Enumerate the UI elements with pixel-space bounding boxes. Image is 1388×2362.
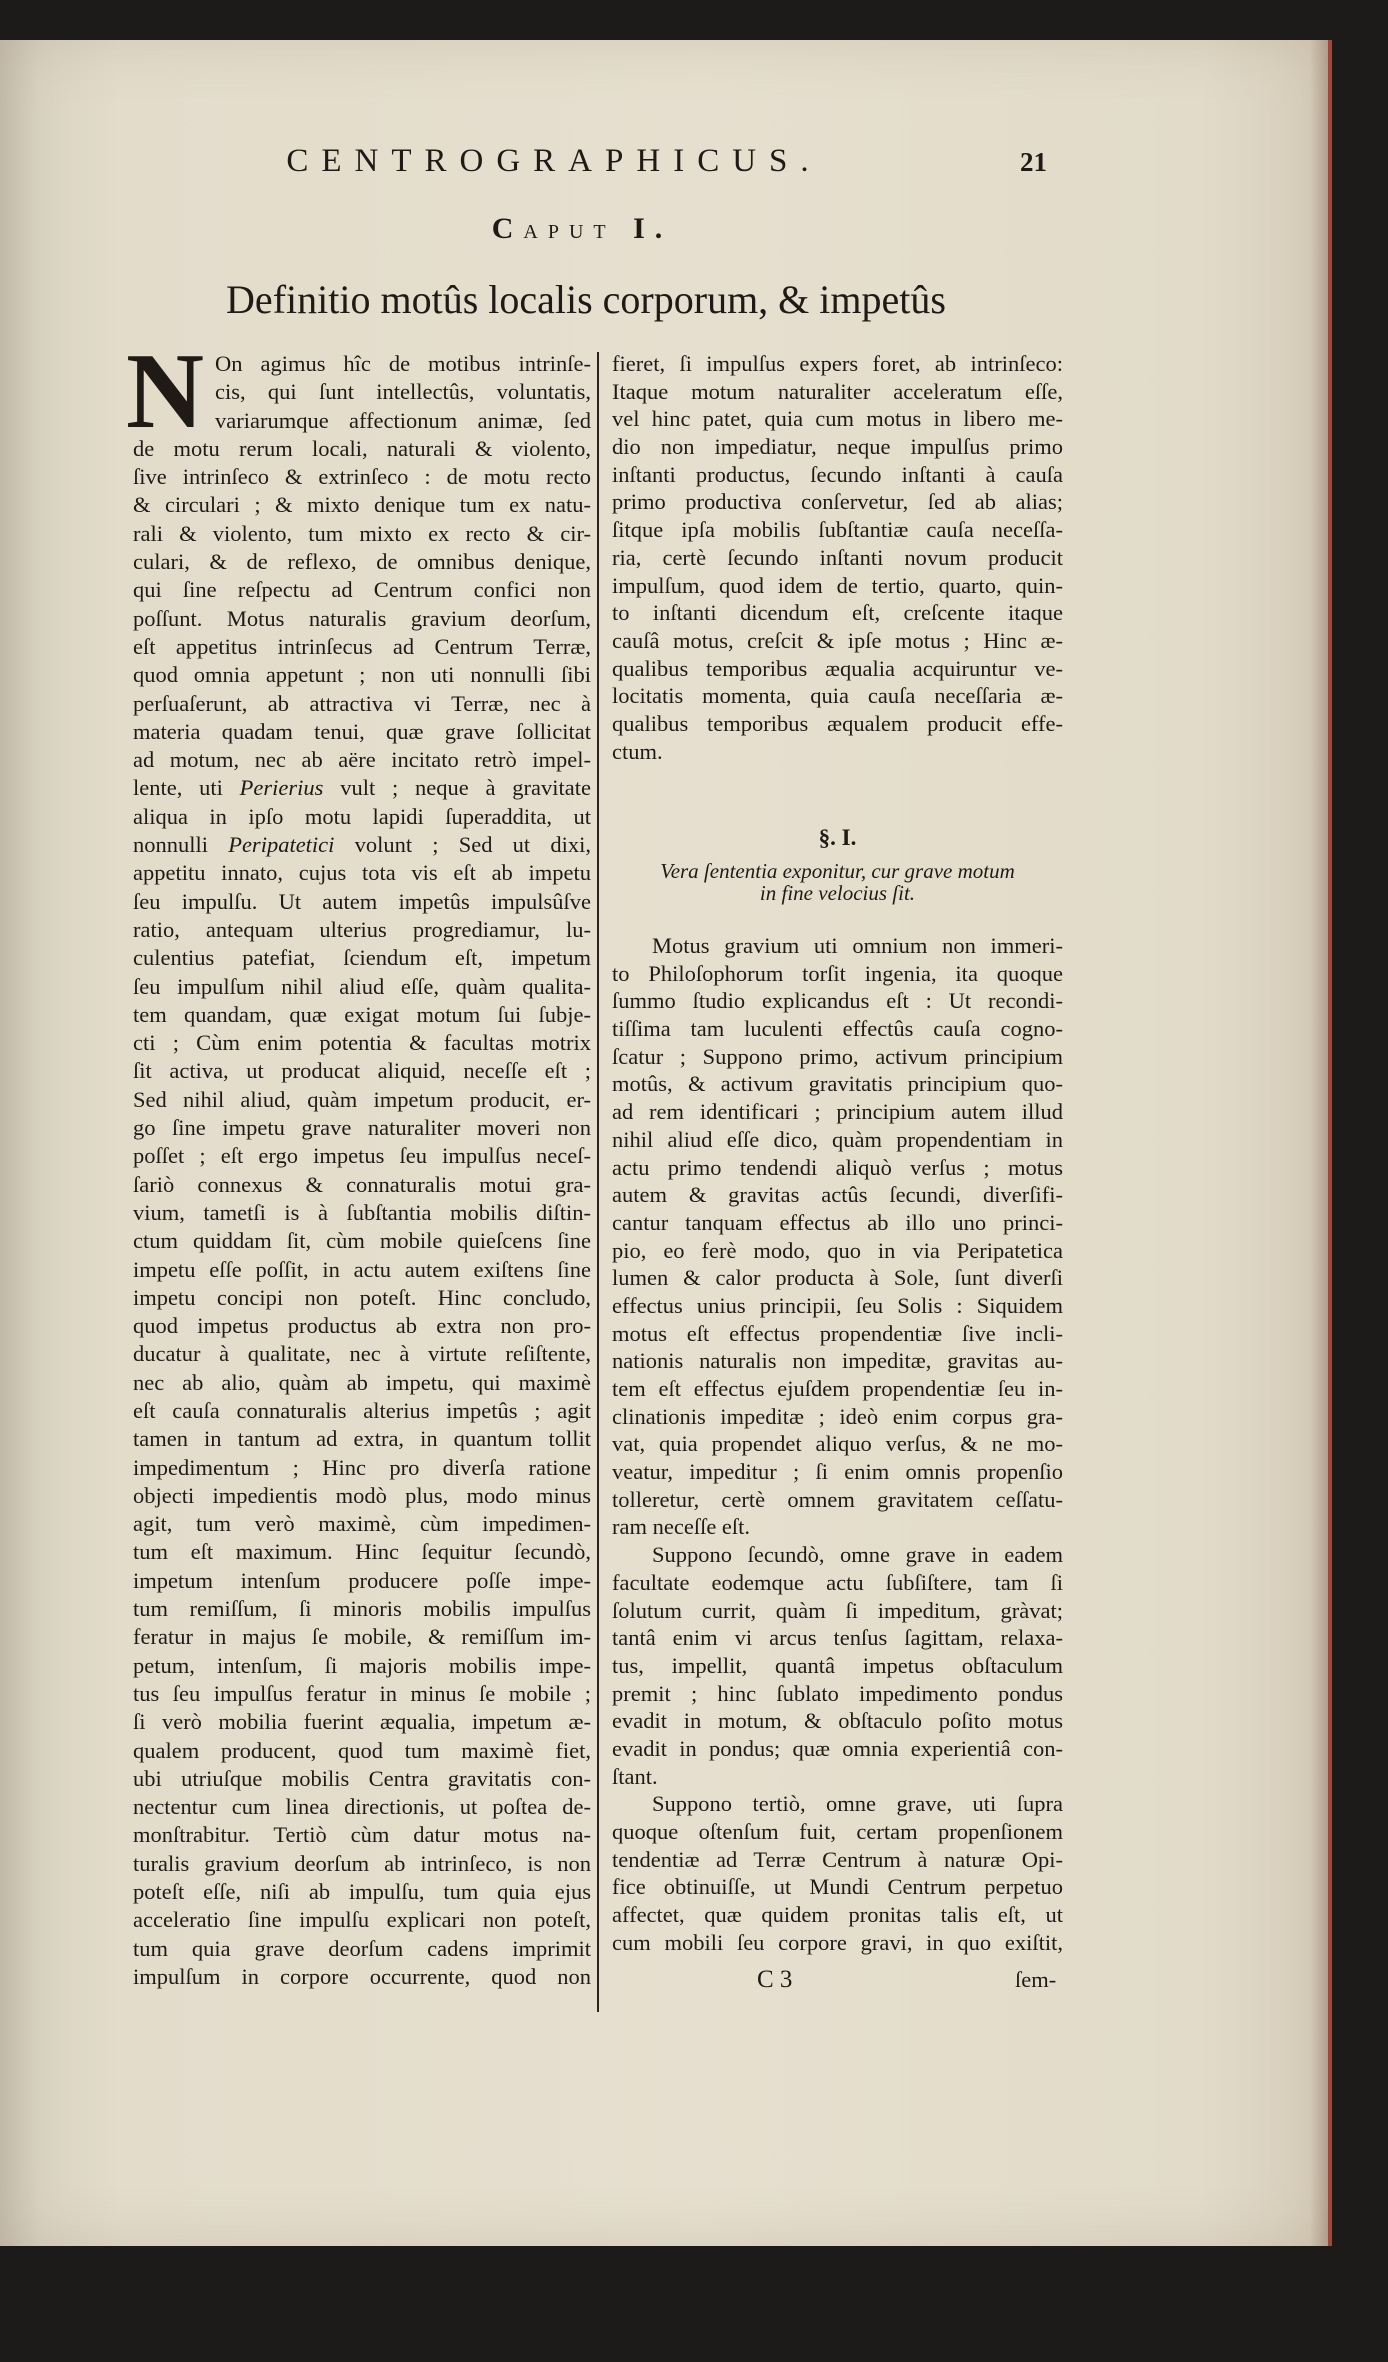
text-line: lumen & calor producta à Sole, ſunt diverſi — [612, 1265, 1063, 1291]
text-line: impulſum, quod idem de tertio, quarto, quin- — [612, 572, 1063, 598]
right-column-paragraphs — [612, 932, 1063, 1956]
text-line: tem eſt effectus ejuſdem propendentiæ ſeu in- — [612, 1376, 1063, 1401]
text-line: nationis naturalis non impeditæ, gravitas au- — [612, 1348, 1063, 1374]
text-line: ctum quiddam ſit, cùm mobile quieſcens ſine — [133, 1228, 591, 1254]
text-segment: lente, uti — [133, 775, 240, 801]
text-line: appetitu innato, cujus tota vis eſt ab impetu — [133, 860, 591, 886]
text-line: ubi utriuſque mobilis Centra gravitatis con- — [133, 1765, 591, 1791]
text-line: impulſum in corpore occurrente, quod non — [133, 1963, 591, 1989]
running-title — [0, 143, 1388, 180]
text-line: eſt appetitus intrinſecus ad Centrum Terræ, — [133, 633, 591, 659]
text-line: qualibus temporibus æqualia acquiruntur ve- — [612, 655, 1063, 681]
italic-name: Peripatetici — [228, 832, 335, 858]
text-line: poteſt eſſe, niſi ab impulſu, tum quia ejus — [133, 1879, 591, 1905]
text-line: tiſſima tam luculenti effectûs cauſa cogno- — [612, 1016, 1063, 1042]
text-line: premit ; hinc ſublato impedimento pondus — [612, 1680, 1063, 1706]
text-line: nectentur cum linea directionis, ut poſtea de- — [133, 1794, 591, 1820]
text-line: nec ab alio, quàm ab impetu, qui maximè — [133, 1369, 591, 1395]
text-line: agit, tum verò maximè, cùm impedimen- — [133, 1511, 591, 1537]
text-line: to inſtanti dicendum eſt, creſcente itaque — [612, 600, 1063, 626]
text-line: tem quandam, quæ exigat motum ſui ſubje- — [133, 1001, 591, 1027]
chapter-word: APUT — [523, 221, 616, 243]
text-line: qui ſine reſpectu ad Centrum confici non — [133, 577, 591, 603]
chapter-label-text — [492, 212, 673, 245]
text-line: ſcatur ; Suppono primo, activum principium — [612, 1043, 1063, 1069]
text-line: perſuaſerunt, ab attractiva vi Terræ, nec à — [133, 690, 591, 716]
section-heading-line: in fine velocius ſit. — [759, 881, 916, 905]
text-line: impedimentum ; Hinc pro diverſa ratione — [133, 1454, 591, 1480]
column-divider — [597, 352, 599, 2012]
text-line: ad motum, nec ab aëre incitato retrò impel- — [133, 747, 591, 773]
section-heading — [612, 860, 1063, 904]
text-line: quoque oſtenſum fuit, certam propenſionem — [612, 1819, 1063, 1844]
text-line: tum remiſſum, ſi minoris mobilis impulſus — [133, 1596, 591, 1622]
text-line: cis, qui ſunt intellectûs, voluntatis, — [215, 379, 591, 405]
text-line: ſive intrinſeco & extrinſeco : de motu recto — [133, 464, 591, 490]
text-segment: nonnulli — [133, 832, 229, 858]
text-line: ria, certè ſecundo inſtanti novum producit — [612, 544, 1063, 570]
text-line: clinationis impeditæ ; ideò enim corpus gra- — [612, 1403, 1063, 1429]
text-line: de motu rerum locali, naturali & violento, — [133, 435, 591, 461]
page-number: 21 — [1020, 147, 1047, 177]
chapter-title-text: Definitio motûs localis corporum, & impetûs — [226, 277, 946, 322]
text-line: evadit in motum, & obſtaculo poſito motus — [612, 1708, 1063, 1734]
text-line: primo productiva conſervetur, ſed ab alias; — [612, 489, 1063, 515]
text-line: ſitque ipſa mobilis ſubſtantiæ cauſa neceſſa- — [612, 517, 1063, 543]
signature-mark: C 3 — [757, 1966, 793, 1993]
text-line: vium, tametſi is à ſubſtantia mobilis diſtin- — [133, 1199, 591, 1225]
text-line: petum, intenſum, ſi majoris mobilis impe- — [133, 1652, 591, 1678]
right-column-continuation — [612, 350, 1063, 765]
text-line: aliqua in ipſo motu lapidi ſuperaddita, ut — [133, 803, 591, 829]
text-line: motûs, & activum gravitatis principium quo- — [612, 1071, 1063, 1097]
text-line: ad rem identificari ; principium autem illud — [612, 1099, 1063, 1125]
section-heading-line: Vera ſententia exponitur, cur grave motum — [660, 859, 1015, 883]
text-line: inſtanti productus, ſecundo inſtanti à cauſa — [612, 461, 1063, 487]
text-line: quod impetus productus ab extra non pro- — [133, 1313, 591, 1339]
text-line: nihil aliud eſſe dico, quàm propendentiam in — [612, 1126, 1063, 1152]
text-line: Suppono ſecundò, omne grave in eadem — [652, 1542, 1063, 1568]
text-line: ſi verò mobilia fuerint æqualia, impetum æ- — [133, 1709, 591, 1735]
drop-cap: N — [126, 332, 204, 451]
text-line: ſeu impulſu. Ut autem impetûs impulsûſve — [133, 888, 591, 914]
text-line: tum quia grave deorſum cadens imprimit — [133, 1935, 591, 1961]
text-line: to Philoſophorum torſit ingenia, ita quoque — [612, 960, 1063, 986]
text-line: tus, impellit, quantâ impetus obſtaculum — [612, 1652, 1063, 1678]
section-mark: §. I. — [818, 825, 857, 850]
italic-name: Perierius — [239, 775, 324, 801]
text-line: Motus gravium uti omnium non immeri- — [652, 933, 1063, 958]
text-line: objecti impedientis modò plus, modo minus — [133, 1482, 591, 1508]
text-line: Suppono tertiò, omne grave, uti ſupra — [652, 1791, 1063, 1817]
text-line: tantâ enim vi arcus tenſus ſagittam, relaxa- — [612, 1625, 1063, 1651]
text-line: monſtrabitur. Tertiò cùm datur motus na- — [133, 1822, 591, 1848]
text-line: ratio, antequam ulterius progrediamur, lu- — [133, 916, 591, 942]
text-line: autem & gravitas actûs ſecundi, diverſifi- — [612, 1182, 1063, 1208]
text-line: poſſunt. Motus naturalis gravium deorſum, — [133, 605, 591, 631]
text-line: impetu concipi non poteſt. Hinc concludo, — [133, 1284, 591, 1310]
text-segment: volunt ; Sed ut dixi, — [334, 832, 591, 858]
text-line: culari, & de reflexo, de omnibus denique, — [133, 549, 591, 575]
text-line: eſt cauſa connaturalis alterius impetûs ; agit — [133, 1397, 591, 1423]
text-line: evadit in pondus; quæ omnia experientiâ con- — [612, 1735, 1063, 1761]
text-line: poſſet ; eſt ergo impetus ſeu impulſus neceſ- — [133, 1143, 591, 1169]
chapter-title — [0, 276, 1388, 323]
text-line: affectet, quæ quidem pronitas talis eſt, ut — [612, 1902, 1063, 1928]
text-line: ram neceſſe eſt. — [612, 1514, 751, 1540]
text-line: qualem producent, quod tum maximè fiet, — [133, 1737, 591, 1763]
text-line: cum mobili ſeu corpore gravi, in quo exiſtit, — [612, 1929, 1063, 1955]
text-line: tendentiæ ad Terræ Centrum à naturæ Opi- — [612, 1846, 1063, 1872]
text-segment: vult ; neque à gravitate — [323, 775, 591, 801]
text-line: facultate eodemque actu ſubſiſtere, tam ſi — [612, 1569, 1063, 1595]
text-line: ſolutum currit, quàm ſi impeditum, gràvat; — [612, 1597, 1063, 1623]
text-line: feratur in majus ſe mobile, & remiſſum im- — [133, 1624, 591, 1650]
text-line: turalis gravium deorſum ab intrinſeco, is non — [133, 1850, 591, 1876]
chapter-number: I. — [633, 212, 673, 245]
text-line: go ſine impetu grave naturaliter moveri non — [133, 1115, 591, 1141]
text-line: variarumque affectionum animæ, ſed — [215, 407, 591, 433]
text-line: tus ſeu impulſus feratur in minus ſe mobile ; — [133, 1680, 591, 1706]
text-line: actu primo tendendi aliquò verſus ; motus — [612, 1154, 1063, 1180]
text-line: materia quadam tenui, quæ grave ſollicitat — [133, 718, 591, 744]
text-line: Sed nihil aliud, quàm impetum producit, er- — [133, 1086, 591, 1112]
text-line: motus eſt effectus propendentiæ ſive incli- — [612, 1320, 1063, 1346]
text-line: tamen in tantum ad extra, in quantum tollit — [133, 1426, 591, 1452]
text-line: acceleratio ſine impulſu explicari non poteſt, — [133, 1907, 591, 1933]
text-line: rali & violento, tum mixto ex recto & cir- — [133, 520, 591, 546]
text-line: & circulari ; & mixto denique tum ex natu- — [133, 492, 591, 518]
text-line: fice obtinuiſſe, ut Mundi Centrum perpetuo — [612, 1874, 1063, 1900]
text-line: impetum intenſum producere poſſe impe- — [133, 1567, 591, 1593]
text-line: cauſâ motus, creſcit & ipſe motus ; Hinc æ- — [612, 627, 1063, 653]
text-line: vel hinc patet, quia cum motus in libero me- — [612, 406, 1063, 432]
text-line: locitatis momenta, quia cauſa neceſſaria æ- — [612, 683, 1063, 709]
text-line: cti ; Cùm enim potentia & facultas motrix — [133, 1030, 591, 1056]
text-line: fieret, ſi impulſus expers foret, ab intrinſeco: — [612, 351, 1063, 376]
text-line: ſariò connexus & connaturalis motui gra- — [133, 1171, 591, 1197]
text-line: effectus unius principii, ſeu Solis : Siquidem — [612, 1292, 1063, 1318]
text-line — [133, 831, 591, 859]
text-line: culentius patefiat, ſciendum eſt, impetum — [133, 945, 591, 971]
chapter-label — [0, 212, 1388, 246]
text-line: pio, eo ferè modo, quo in via Peripatetica — [612, 1237, 1063, 1263]
text-line: ſtant. — [612, 1763, 658, 1789]
text-line: quod omnia appetunt ; non uti nonnulli ſibi — [133, 662, 591, 688]
text-line: On agimus hîc de motibus intrinſe- — [215, 351, 591, 376]
text-line: Itaque motum naturaliter acceleratum eſſe, — [612, 378, 1063, 404]
text-line: impetu eſſe poſſit, in actu autem exiſtens ſine — [133, 1256, 591, 1282]
chapter-initial: C — [491, 212, 524, 245]
text-line: vat, quia propendet aliquo verſus, & ne mo- — [612, 1431, 1063, 1457]
text-line: tum eſt maximum. Hinc ſequitur ſecundò, — [133, 1539, 591, 1565]
text-line: veatur, impeditur ; ſi enim omnis propenſio — [612, 1459, 1063, 1485]
catchword: ſem- — [1015, 1967, 1057, 1992]
text-line: tolleretur, certè omnem gravitatem ceſſatu- — [612, 1486, 1063, 1512]
text-line: dio non impediatur, neque impulſus primo — [612, 434, 1063, 460]
text-line: ducatur à qualitate, nec à virtute reſiſtente, — [133, 1341, 591, 1367]
text-line: ſeu impulſum nihil aliud eſſe, quàm qualita- — [133, 973, 591, 999]
text-line: cantur tanquam effectus ab illo uno princi- — [612, 1209, 1063, 1235]
text-line: ſummo ſtudio explicandus eſt : Ut recondi- — [612, 988, 1063, 1014]
left-column — [133, 350, 591, 1991]
running-title-text: CENTROGRAPHICUS. — [286, 143, 822, 179]
text-line: ctum. — [612, 738, 663, 764]
text-line: qualibus temporibus æqualem producit effe- — [612, 710, 1063, 736]
text-line: ſit activa, ut producat aliquid, neceſſe eſt ; — [133, 1058, 591, 1084]
text-line — [133, 774, 591, 802]
